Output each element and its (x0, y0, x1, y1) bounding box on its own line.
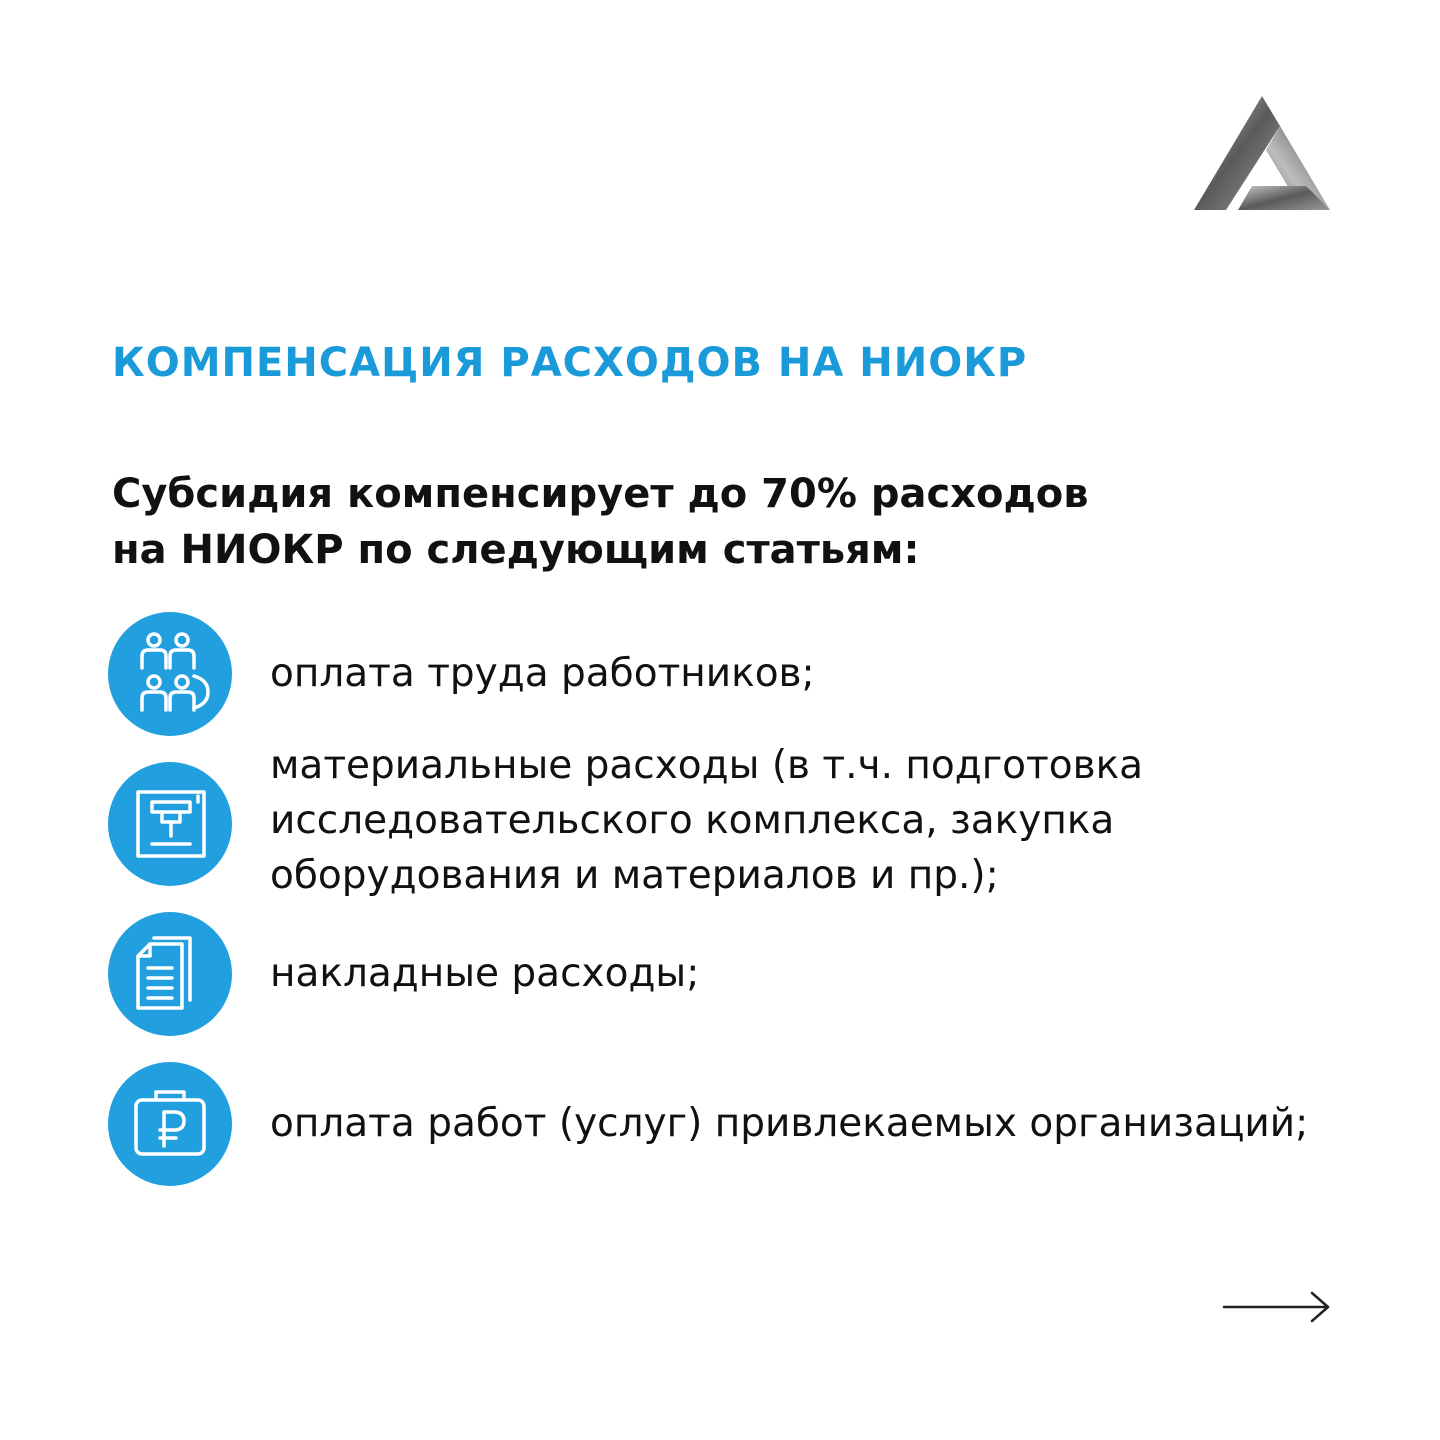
item-line: исследовательского комплекса, закупка (270, 798, 1115, 843)
ruble-briefcase-icon (108, 1062, 232, 1186)
page-title: КОМПЕНСАЦИЯ РАСХОДОВ НА НИОКР (112, 340, 1028, 386)
intro-text (112, 466, 1312, 578)
item-icon-circle (108, 762, 232, 886)
list-item (108, 912, 1338, 1036)
documents-icon (108, 912, 232, 1036)
intro-line: на НИОКР по следующим статьям: (112, 527, 920, 573)
item-line: оплата труда работников; (270, 651, 815, 696)
item-text (270, 738, 1143, 903)
team-icon (108, 612, 232, 736)
item-icon-circle (108, 612, 232, 736)
item-icon-circle (108, 1062, 232, 1186)
item-icon-circle (108, 912, 232, 1036)
item-text (270, 1096, 1308, 1151)
intro-line: Субсидия компенсирует до 70% расходов (112, 471, 1089, 517)
list-item (108, 743, 1338, 898)
list-item (108, 612, 1338, 736)
list-item (108, 1062, 1338, 1186)
item-line: оплата работ (услуг) привлекаемых организаций; (270, 1101, 1309, 1146)
item-line: материальные расходы (в т.ч. подготовка (270, 743, 1144, 788)
item-text (270, 646, 815, 701)
triangle-logo-icon (1192, 94, 1332, 214)
arrow-right-icon[interactable] (1222, 1290, 1332, 1324)
item-text (270, 946, 699, 1001)
item-line: накладные расходы; (270, 951, 700, 996)
item-line: оборудования и материалов и пр.); (270, 853, 999, 898)
workstation-icon (108, 762, 232, 886)
